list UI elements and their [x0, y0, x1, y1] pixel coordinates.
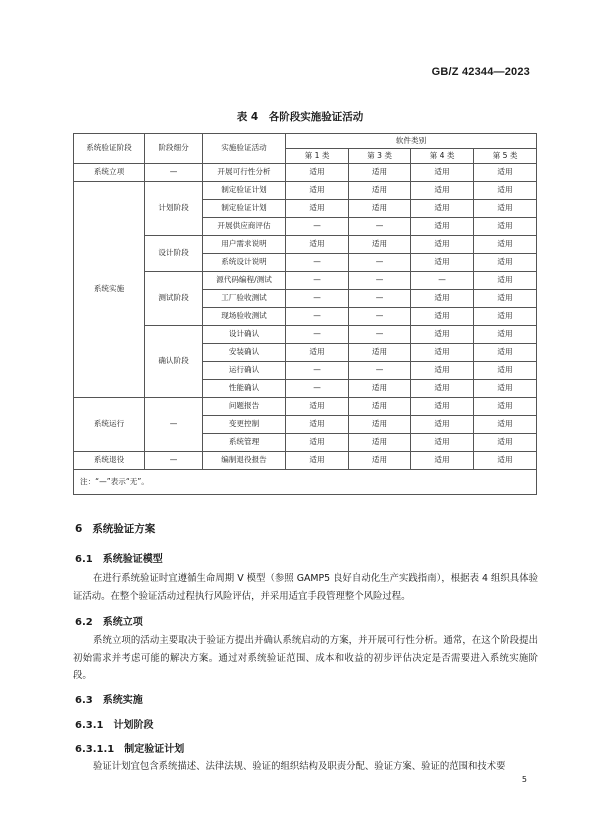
value-cell: — [286, 290, 349, 308]
table-title: 表 4 各阶段实施验证活动 [236, 111, 364, 123]
value-cell: 适用 [286, 434, 349, 452]
value-cell: 适用 [474, 164, 537, 182]
section-number: 6.2 [75, 617, 93, 628]
value-cell: 适用 [411, 452, 474, 470]
value-cell: 适用 [411, 344, 474, 362]
value-cell: — [286, 254, 349, 272]
activity-cell: 问题报告 [203, 398, 286, 416]
value-cell: 适用 [286, 398, 349, 416]
col-header-cat5: 第 5 类 [474, 149, 537, 164]
value-cell: — [349, 362, 411, 380]
value-cell: 适用 [349, 236, 411, 254]
value-cell: — [349, 308, 411, 326]
activity-cell: 开展可行性分析 [203, 164, 286, 182]
value-cell: 适用 [474, 344, 537, 362]
value-cell: 适用 [474, 416, 537, 434]
value-cell: 适用 [286, 200, 349, 218]
value-cell: — [286, 326, 349, 344]
table-row [74, 164, 537, 182]
activity-cell: 设计确认 [203, 326, 286, 344]
value-cell: 适用 [411, 290, 474, 308]
section-6-2-heading [75, 613, 143, 628]
value-cell: — [349, 326, 411, 344]
section-6-3-1-1-paragraph: 验证计划宜包含系统描述、法律法规、验证的组织结构及职责分配、验证方案、验证的范围和技术要 [93, 761, 506, 772]
value-cell: 适用 [474, 308, 537, 326]
value-cell: 适用 [411, 308, 474, 326]
activity-cell: 运行确认 [203, 362, 286, 380]
sub-cell: — [145, 164, 203, 182]
standard-code: GB/Z 42344—2023 [431, 66, 530, 78]
sub-cell: 计划阶段 [145, 182, 203, 236]
value-cell: — [286, 308, 349, 326]
value-cell: 适用 [411, 218, 474, 236]
value-cell: 适用 [286, 344, 349, 362]
value-cell: 适用 [411, 254, 474, 272]
value-cell: 适用 [474, 236, 537, 254]
col-header-cat3: 第 3 类 [349, 149, 411, 164]
col-header-sub: 阶段细分 [145, 134, 203, 164]
value-cell: — [286, 218, 349, 236]
value-cell: 适用 [474, 182, 537, 200]
value-cell: 适用 [349, 344, 411, 362]
col-header-activity: 实施验证活动 [203, 134, 286, 164]
value-cell: 适用 [474, 290, 537, 308]
activity-cell: 工厂验收测试 [203, 290, 286, 308]
section-6-1-paragraph: 在进行系统验证时宜遵循生命周期 V 模型（参照 GAMP5 良好自动化生产实践指南），根据表 4 组织具体验证活动。在整个验证活动过程执行风险评估，并采用适宜手段管理整个风险过程。 [73, 573, 538, 602]
value-cell: 适用 [349, 434, 411, 452]
stage-cell: 系统运行 [74, 398, 145, 452]
col-header-cat4: 第 4 类 [411, 149, 474, 164]
section-6-3-1-heading [75, 716, 153, 731]
section-number: 6.3.1 [75, 720, 104, 731]
section-6-3-heading [75, 691, 143, 706]
stage-cell: 系统实施 [74, 182, 145, 398]
activity-cell: 性能确认 [203, 380, 286, 398]
value-cell: 适用 [411, 326, 474, 344]
value-cell: 适用 [411, 164, 474, 182]
table-row [74, 398, 537, 416]
section-title: 系统实施 [102, 695, 143, 706]
section-title: 系统立项 [102, 617, 143, 628]
sub-cell: 测试阶段 [145, 272, 203, 326]
value-cell: 适用 [474, 272, 537, 290]
sub-cell: 确认阶段 [145, 326, 203, 398]
value-cell: 适用 [411, 182, 474, 200]
value-cell: 适用 [286, 182, 349, 200]
activity-cell: 安装确认 [203, 344, 286, 362]
col-header-cat1: 第 1 类 [286, 149, 349, 164]
sub-cell: — [145, 452, 203, 470]
value-cell: 适用 [411, 398, 474, 416]
value-cell: 适用 [349, 398, 411, 416]
value-cell: 适用 [411, 380, 474, 398]
activity-cell: 变更控制 [203, 416, 286, 434]
section-title: 计划阶段 [113, 720, 154, 731]
value-cell: 适用 [474, 434, 537, 452]
value-cell: 适用 [349, 200, 411, 218]
value-cell: 适用 [411, 236, 474, 254]
value-cell: 适用 [349, 452, 411, 470]
value-cell: — [286, 380, 349, 398]
section-6-2-paragraph: 系统立项的活动主要取决于验证方提出并确认系统启动的方案，并开展可行性分析。通常，在这个阶段提出初始需求并考虑可能的解决方案。通过对系统验证范围、成本和收益的初步评估决定是否需要进入系统实施阶段。 [73, 635, 538, 681]
col-header-stage: 系统验证阶段 [74, 134, 145, 164]
value-cell: 适用 [411, 434, 474, 452]
value-cell: — [349, 218, 411, 236]
activity-cell: 制定验证计划 [203, 200, 286, 218]
value-cell: 适用 [474, 326, 537, 344]
value-cell: 适用 [349, 380, 411, 398]
value-cell: — [349, 254, 411, 272]
value-cell: — [349, 272, 411, 290]
section-number: 6.1 [75, 554, 93, 565]
value-cell: 适用 [474, 398, 537, 416]
activity-cell: 源代码编程/测试 [203, 272, 286, 290]
value-cell: 适用 [286, 452, 349, 470]
value-cell: 适用 [474, 362, 537, 380]
value-cell: — [411, 272, 474, 290]
section-title: 制定验证计划 [124, 744, 185, 755]
sub-cell: — [145, 398, 203, 452]
section-title: 系统验证模型 [102, 554, 163, 565]
activity-cell: 用户需求说明 [203, 236, 286, 254]
table-row [74, 182, 537, 200]
value-cell: 适用 [411, 200, 474, 218]
value-cell: 适用 [411, 416, 474, 434]
value-cell: 适用 [474, 254, 537, 272]
section-6-1-heading [75, 550, 163, 565]
value-cell: 适用 [474, 380, 537, 398]
stage-cell: 系统退役 [74, 452, 145, 470]
table-note-row [74, 470, 537, 495]
value-cell: 适用 [411, 362, 474, 380]
stage-activity-table [73, 133, 537, 495]
value-cell: 适用 [286, 236, 349, 254]
section-number: 6.3 [75, 695, 93, 706]
col-header-category: 软件类别 [286, 134, 537, 149]
activity-cell: 开展供应商评估 [203, 218, 286, 236]
sub-cell: 设计阶段 [145, 236, 203, 272]
section-number: 6.3.1.1 [75, 744, 115, 755]
page-number: 5 [521, 775, 527, 784]
activity-cell: 系统设计说明 [203, 254, 286, 272]
activity-cell: 制定验证计划 [203, 182, 286, 200]
value-cell: 适用 [474, 452, 537, 470]
section-number: 6 [75, 523, 83, 535]
activity-cell: 系统管理 [203, 434, 286, 452]
table-note: 注：“—”表示“无”。 [74, 470, 537, 495]
section-6-3-1-1-heading [75, 740, 184, 755]
section-6-heading [75, 521, 155, 536]
stage-cell: 系统立项 [74, 164, 145, 182]
value-cell: 适用 [349, 416, 411, 434]
value-cell: — [286, 362, 349, 380]
value-cell: 适用 [474, 218, 537, 236]
value-cell: — [286, 272, 349, 290]
table-row [74, 452, 537, 470]
value-cell: 适用 [349, 182, 411, 200]
value-cell: 适用 [286, 416, 349, 434]
activity-cell: 现场验收测试 [203, 308, 286, 326]
value-cell: — [349, 290, 411, 308]
activity-cell: 编制退役报告 [203, 452, 286, 470]
section-title: 系统验证方案 [92, 523, 156, 535]
value-cell: 适用 [286, 164, 349, 182]
value-cell: 适用 [349, 164, 411, 182]
table-header-row [74, 134, 537, 149]
value-cell: 适用 [474, 200, 537, 218]
